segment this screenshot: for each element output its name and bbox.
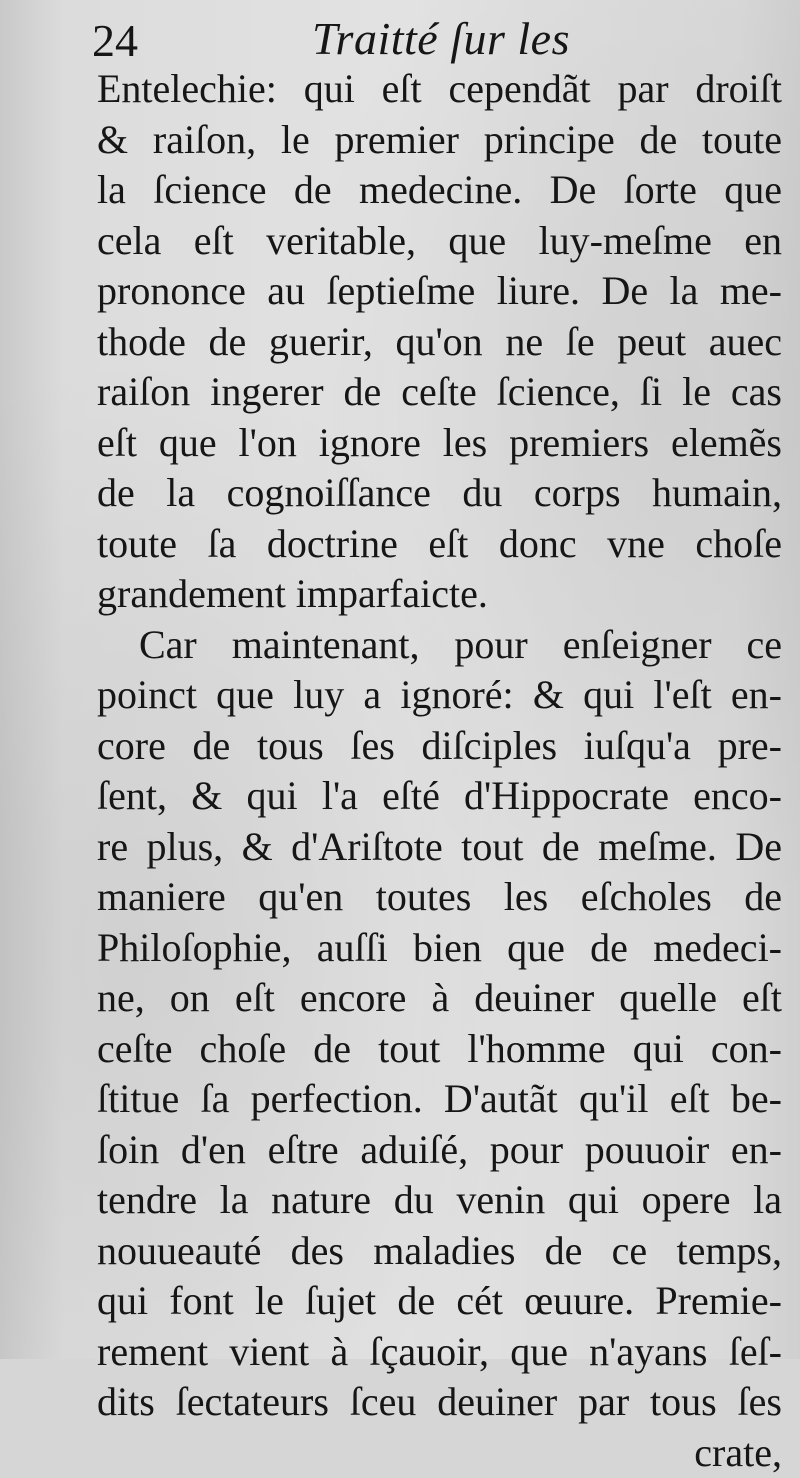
text-line: nouueauté des maladies de ce temps, xyxy=(97,1226,782,1277)
text-line: Philoſophie, auſſi bien que de medeci- xyxy=(97,923,782,974)
text-line: & raiſon, le premier principe de toute xyxy=(97,115,782,166)
text-line: de la cognoiſſance du corps humain, xyxy=(97,468,782,519)
text-line: tendre la nature du venin qui opere la xyxy=(97,1175,782,1226)
text-line: rement vient à ſçauoir, que n'ayans ſeſ- xyxy=(97,1327,782,1378)
text-line: ſoin d'en eſtre aduiſé, pour pouuoir en- xyxy=(97,1125,782,1176)
text-line: cela eſt veritable, que luy-meſme en xyxy=(97,216,782,267)
text-line: qui font le ſujet de cét œuure. Premie- xyxy=(97,1276,782,1327)
text-line: eſt que l'on ignore les premiers elemẽs xyxy=(97,418,782,469)
text-line: raiſon ingerer de ceſte ſcience, ſi le cas xyxy=(97,367,782,418)
text-line: ſent, & qui l'a eſté d'Hippocrate enco- xyxy=(97,771,782,822)
text-line: poinct que luy a ignoré: & qui l'eſt en- xyxy=(97,670,782,721)
page-number: 24 xyxy=(92,16,138,66)
text-line: toute ſa doctrine eſt donc vne choſe xyxy=(97,519,782,570)
text-line: grandement imparfaicte. xyxy=(97,569,782,620)
text-line: ſtitue ſa perfection. D'autãt qu'il eſt be- xyxy=(97,1074,782,1125)
text-line: maniere qu'en toutes les eſcholes de xyxy=(97,872,782,923)
text-line: prononce au ſeptieſme liure. De la me- xyxy=(97,266,782,317)
text-line: Entelechie: qui eſt cependãt par droiſt xyxy=(97,64,782,115)
text-line: thode de guerir, qu'on ne ſe peut auec xyxy=(97,317,782,368)
text-line: crate, xyxy=(97,1428,782,1478)
text-line: dits ſectateurs ſceu deuiner par tous ſes xyxy=(97,1377,782,1428)
page-header xyxy=(92,8,772,68)
body-text xyxy=(97,64,782,1478)
text-line: la ſcience de medecine. De ſorte que xyxy=(97,165,782,216)
running-title: Traitté ſur les xyxy=(312,14,570,64)
text-line: ceſte choſe de tout l'homme qui con- xyxy=(97,1024,782,1075)
text-line: core de tous ſes diſciples iuſqu'a pre- xyxy=(97,721,782,772)
text-line: re plus, & d'Ariſtote tout de meſme. De xyxy=(97,822,782,873)
text-line: Car maintenant, pour enſeigner ce xyxy=(97,620,782,671)
text-line: ne, on eſt encore à deuiner quelle eſt xyxy=(97,973,782,1024)
